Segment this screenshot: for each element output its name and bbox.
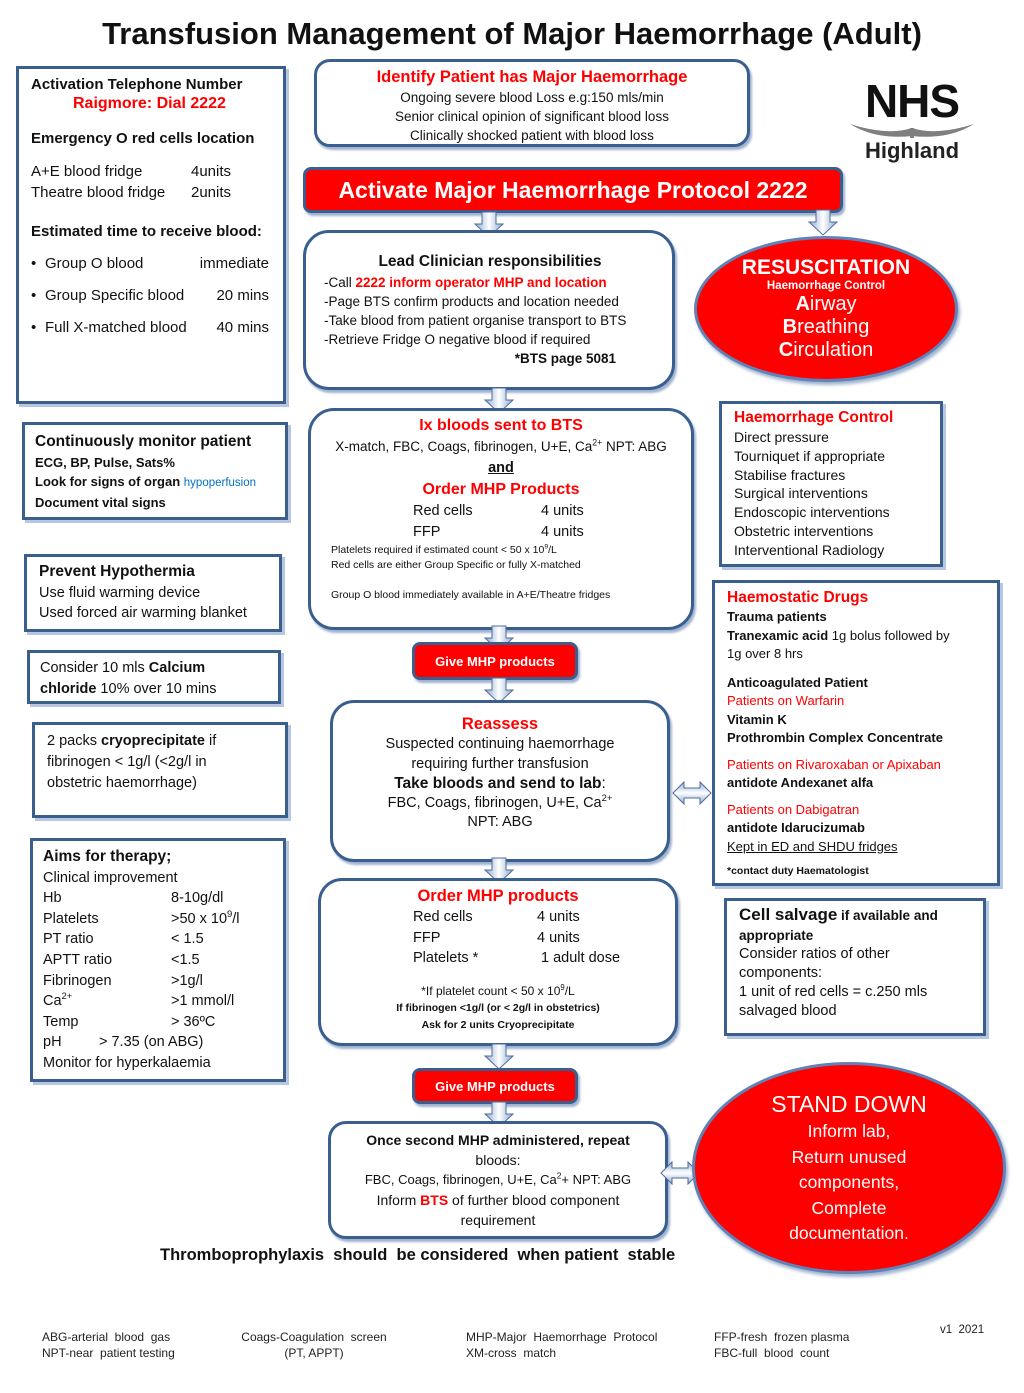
order2-row: FFP 4 units (413, 929, 580, 946)
glossary-col: Coags-Coagulation screen (PT, APPT) (241, 1330, 387, 1360)
drugs-contact: *contact duty Haematologist (727, 865, 869, 877)
time-row: • Full X-matched blood 40 mins (31, 319, 269, 336)
monitor-line: Look for signs of organ hypoperfusion (35, 474, 257, 489)
monitor-line: ECG, BP, Pulse, Sats% (35, 455, 175, 470)
monitor-patient-box (22, 422, 288, 520)
cell-salvage-line: Consider ratios of other (739, 946, 890, 962)
product-row: Red cells 4 units (413, 503, 584, 519)
arrow-down-icon (808, 210, 838, 236)
ix-note: Red cells are either Group Specific or fully X-matched (331, 559, 581, 571)
aims-monitor: Monitor for hyperkalaemia (43, 1054, 211, 1071)
resuscitation-ellipse (694, 236, 958, 382)
calcium-chloride-box (27, 650, 281, 704)
hc-item: Endoscopic interventions (734, 504, 890, 521)
time-heading: Estimated time to receive blood: (31, 223, 262, 240)
reassess-box (330, 700, 670, 862)
emergency-heading: Emergency O red cells location (31, 130, 255, 147)
reassess-line: requiring further transfusion (411, 755, 589, 772)
haemorrhage-control-box (719, 401, 943, 567)
ix-heading: Ix bloods sent to BTS (419, 417, 583, 434)
order-mhp-products-box (318, 878, 678, 1046)
aims-row: Platelets >50 x $10^9/l$ (43, 907, 240, 927)
hc-item: Stabilise fractures (734, 466, 846, 483)
activation-heading: Activation Telephone Number (31, 76, 243, 93)
ix-note: Group O blood immediately available in A+E/Theatre fridges (331, 589, 611, 601)
ix-tests: X-match, FBC, Coags, fibrinogen, U+E, $Ca^{2+}$ NPT: ABG (335, 437, 667, 454)
give-mhp-products-button-1[interactable]: Give MHP products (412, 642, 578, 680)
order-heading: Order MHP Products (422, 481, 580, 498)
cell-salvage-line: components: (739, 965, 823, 981)
location-row: Theatre blood fridge 2units (31, 184, 232, 201)
cell-salvage-heading: Cell salvage if available and (739, 905, 938, 924)
identify-line: Senior clinical opinion of significant blood loss (395, 109, 669, 124)
cell-salvage-line: 1 unit of red cells = c.250 mls (739, 984, 928, 1000)
hc-item: Obstetric interventions (734, 522, 874, 539)
cell-salvage-line: salvaged blood (739, 1003, 837, 1019)
double-arrow-icon[interactable] (672, 780, 712, 806)
time-row: • Group O blood immediate (31, 255, 269, 272)
monitor-line: Document vital signs (35, 495, 166, 510)
resus-airway: Airway (795, 293, 857, 315)
order2-heading: Order MHP products (417, 887, 579, 905)
hc-item: Tourniquet if appropriate (734, 447, 885, 464)
resus-breathing: Breathing (782, 316, 870, 338)
ix-and: and (488, 460, 514, 476)
drugs-trauma: Trauma patients (727, 609, 827, 624)
second-inform: Inform BTS of further blood component (376, 1192, 620, 1208)
lead-clinician-box (303, 230, 675, 390)
identify-patient-box (314, 59, 750, 147)
glossary-col: ABG-arterial blood gas NPT-near patient testing (42, 1330, 175, 1360)
drugs-txa-line2: 1g over 8 hrs (727, 646, 803, 661)
aims-row: $Ca^{2+}$ >1 mmol/l (43, 990, 235, 1010)
lead-line: -Take blood from patient organise transport to BTS (324, 313, 627, 328)
lead-heading: Lead Clinician responsibilities (378, 253, 602, 270)
thromboprophylaxis-note: Thromboprophylaxis should be considered when patient stable (160, 1246, 676, 1264)
cell-salvage-box (724, 898, 986, 1036)
order2-note: If fibrinogen <1g/l (or < 2g/l in obstetrics) (396, 1001, 600, 1014)
drugs-vitk: Vitamin K (727, 711, 787, 727)
nhs-highland-logo (848, 75, 976, 174)
second-tests: FBC, Coags, fibrinogen, U+E, $Ca^2+$ NPT: ABG (364, 1170, 632, 1187)
second-heading: Once second MHP administered, repeat (366, 1132, 630, 1148)
aims-row: Hb 8-10g/dl (43, 890, 224, 907)
cryo-line: obstetric haemorrhage) (47, 775, 197, 791)
aims-clinical: Clinical improvement (43, 869, 178, 886)
cryo-line: 2 packs cryoprecipitate if (47, 733, 217, 749)
activation-dial: Raigmore: Dial 2222 (73, 95, 226, 112)
hypothermia-line: Use fluid warming device (39, 585, 201, 601)
drugs-warfarin: Patients on Warfarin (727, 693, 845, 708)
resus-circulation: Circulation (778, 339, 874, 361)
cryo-line: fibrinogen < 1g/l (<2g/l in (47, 754, 207, 770)
drugs-heading: Haemostatic Drugs (727, 589, 869, 606)
arrow-down-icon (484, 1044, 514, 1070)
time-row: • Group Specific blood 20 mins (31, 287, 269, 304)
haemostatic-drugs-box (712, 580, 1000, 886)
drugs-txa: Tranexamic acid 1g bolus followed by (727, 627, 950, 643)
cell-salvage-heading2: appropriate (739, 928, 814, 943)
aims-row: APTT ratio <1.5 (43, 951, 200, 968)
stand-down-line: Complete (811, 1197, 887, 1218)
order2-row: Red cells 4 units (413, 909, 580, 925)
hc-item: Surgical interventions (734, 485, 868, 502)
second-mhp-box (328, 1121, 668, 1239)
stand-down-line: documentation. (789, 1223, 909, 1244)
page-title: Transfusion Management of Major Haemorrhage (Adult) (102, 16, 922, 51)
aims-heading: Aims for therapy; (43, 848, 172, 865)
stand-down-ellipse (692, 1062, 1006, 1274)
aims-row: Temp > 36ºC (43, 1013, 216, 1030)
aims-row: pH > 7.35 (on ABG) (43, 1034, 204, 1051)
stand-down-line: Return unused (791, 1146, 907, 1167)
glossary-col: MHP-Major Haemorrhage Protocol XM-cross match (466, 1330, 658, 1360)
hypothermia-line: Used forced air warming blanket (39, 605, 247, 621)
drugs-rivaroxaban: Patients on Rivaroxaban or Apixaban (727, 756, 941, 772)
resus-sub: Haemorrhage Control (766, 280, 886, 292)
hc-item: Interventional Radiology (734, 541, 885, 558)
drugs-kept: Kept in ED and SHDU fridges (727, 838, 898, 854)
calcium-line: chloride 10% over 10 mins (40, 681, 217, 697)
prevent-hypothermia-box (24, 554, 282, 632)
lead-line: -Page BTS confirm products and location needed (324, 294, 619, 309)
order2-note: *If platelet count < 50 x $10^9/L$ (421, 982, 575, 998)
stand-down-line: components, (798, 1172, 900, 1193)
reassess-tests: FBC, Coags, fibrinogen, U+E, $Ca^{2+}$ (387, 791, 613, 811)
hypothermia-heading: Prevent Hypothermia (39, 563, 195, 580)
identify-heading: Identify Patient has Major Haemorrhage (376, 68, 688, 86)
drugs-anticoag: Anticoagulated Patient (727, 674, 868, 690)
activation-info-box (16, 66, 286, 404)
second-line: requirement (460, 1212, 536, 1228)
identify-line: Ongoing severe blood Loss e.g:150 mls/min (400, 90, 664, 105)
lead-call-line: -Call 2222 inform operator MHP and location (324, 275, 607, 290)
bts-page-number: *BTS page 5081 (514, 351, 616, 366)
activate-protocol-banner: Activate Major Haemorrhage Protocol 2222 (303, 167, 843, 213)
give-mhp-products-button-2[interactable]: Give MHP products (412, 1068, 578, 1104)
calcium-line: Consider 10 mls Calcium (40, 660, 206, 676)
logo-nhs-text: NHS (864, 75, 960, 127)
aims-row: PT ratio < 1.5 (43, 931, 204, 948)
drugs-dabigatran: Patients on Dabigatran (727, 801, 860, 817)
cryoprecipitate-box (32, 722, 288, 818)
order2-row: Platelets * 1 adult dose (413, 950, 621, 966)
aims-row: Fibrinogen >1g/l (43, 972, 203, 989)
reassess-bold-line: Take bloods and send to lab: (394, 775, 606, 792)
monitor-heading: Continuously monitor patient (35, 433, 252, 450)
location-row: A+E blood fridge 4units (31, 163, 232, 180)
identify-line: Clinically shocked patient with blood loss (410, 128, 654, 143)
stand-down-line: Inform lab, (807, 1121, 891, 1142)
second-line: bloods: (475, 1152, 521, 1168)
lead-line: -Retrieve Fridge O negative blood if required (324, 332, 591, 347)
version-label: v1 2021 (940, 1324, 985, 1336)
order2-note: Ask for 2 units Cryoprecipitate (421, 1018, 575, 1031)
glossary (42, 1297, 962, 1377)
hc-item: Direct pressure (734, 429, 829, 445)
hc-heading: Haemorrhage Control (734, 409, 894, 426)
reassess-line: Suspected continuing haemorrhage (385, 736, 615, 752)
drugs-idarucizumab: antidote Idarucizumab (727, 820, 865, 835)
reassess-npt: NPT: ABG (467, 814, 533, 830)
ix-note: Platelets required if estimated count < 50 x $10^9/L$ (331, 543, 557, 556)
resus-heading: RESUSCITATION (741, 256, 911, 279)
stand-down-heading: STAND DOWN (771, 1091, 927, 1118)
logo-highland-text: Highland (864, 138, 960, 163)
reassess-heading: Reassess (461, 715, 539, 733)
aims-for-therapy-box (30, 838, 286, 1082)
drugs-pcc: Prothrombin Complex Concentrate (727, 730, 943, 745)
ix-bloods-box (308, 408, 694, 630)
drugs-andexanet: antidote Andexanet alfa (727, 775, 874, 790)
product-row: FFP 4 units (413, 524, 584, 540)
glossary-col: FFP-fresh frozen plasma FBC-full blood count (714, 1330, 850, 1360)
